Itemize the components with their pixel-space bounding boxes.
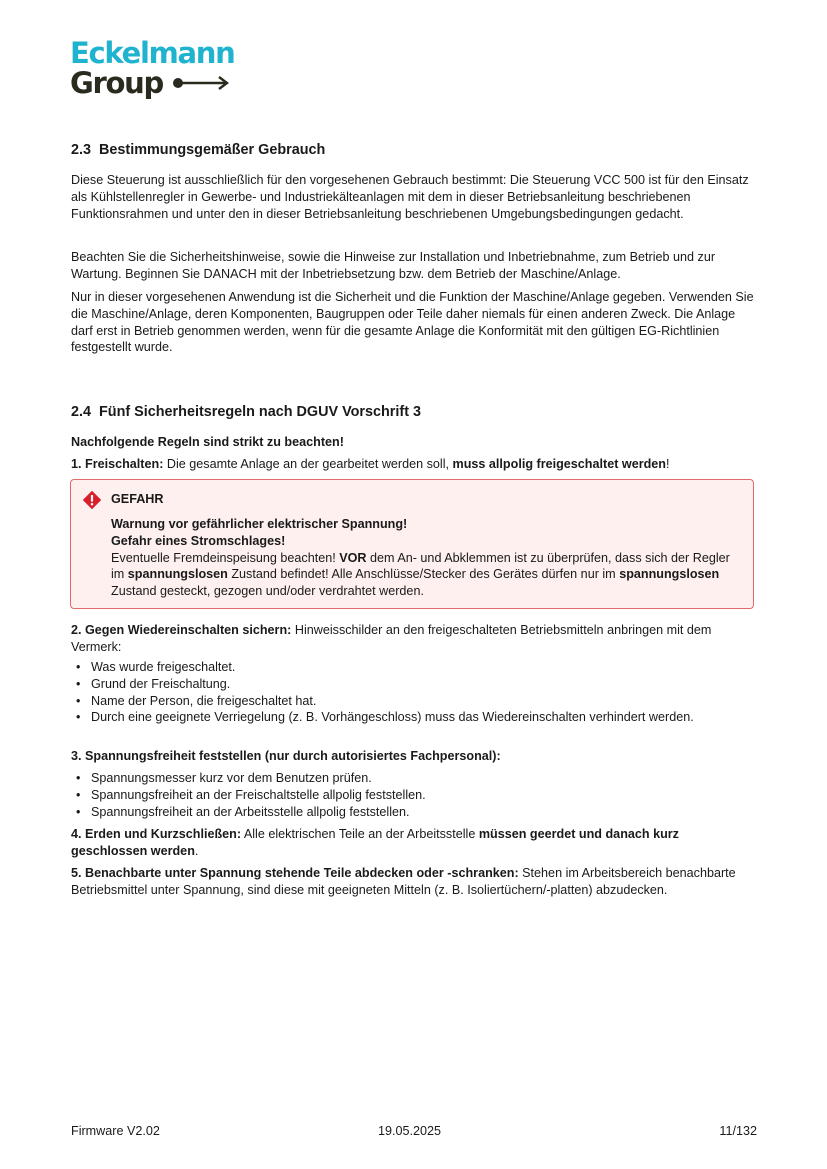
list-item: • Name der Person, die freigeschaltet hat.	[71, 693, 757, 710]
list-item: • Spannungsfreiheit an der Freischaltstelle allpolig feststellen.	[71, 787, 757, 804]
footer-page-number: 11/132	[719, 1124, 757, 1138]
rules-intro	[71, 434, 757, 451]
rule-end: .	[194, 843, 199, 858]
rule-label: 5. Benachbarte unter Spannung stehende Teile abdecken oder -schranken:	[71, 866, 519, 880]
rule-text: Alle elektrischen Teile an der Arbeitsstelle	[241, 827, 479, 841]
danger-line-2: Gefahr eines Stromschlages!	[111, 533, 286, 548]
rule-text: Stehen im Arbeitsbereich benachbarte Betriebsmittel unter Spannung, sind diese mit geeigneten Mitteln (z. B. Isoliertüchern/-platten) abzudecken.	[71, 866, 736, 897]
rule-5	[71, 865, 757, 899]
rule-emphasis: müssen geerdet und danach kurz geschlossen werden	[71, 827, 679, 858]
arrow-right-icon	[172, 76, 230, 90]
danger-body	[111, 516, 741, 600]
logo-wordmark-eckelmann: Eckelmann	[70, 36, 235, 70]
paragraph: Nur in dieser vorgesehenen Anwendung ist die Sicherheit und die Funktion der Maschine/Anlage gegeben. Verwenden Sie die Maschine/Anlage, deren Komponenten, Baugruppen oder Teile daher niemals für einen anderen Zweck. Die Anlage darf erst in Betrieb genommen werden, wenn für die gesamte Anlage die Konformität mit den gültigen EG-Richtlinien festgestellt wurde.	[71, 290, 754, 355]
section-number: 2.3	[71, 142, 92, 158]
danger-diamond-icon	[83, 491, 101, 509]
rule-end: !	[666, 457, 670, 471]
rule-label: 2. Gegen Wiedereinschalten sichern:	[71, 623, 292, 637]
footer-firmware-version: Firmware V2.02	[71, 1124, 160, 1138]
section-heading-2-4	[71, 403, 421, 421]
rule-label: 3. Spannungsfreiheit feststellen (nur durch autorisiertes Fachpersonal):	[71, 749, 501, 763]
text-run-bold: spannungslosen	[619, 567, 720, 582]
rule-2-list	[71, 659, 757, 726]
text-run: Zustand gesteckt, gezogen und/oder verdrahtet werden.	[111, 584, 424, 599]
rule-3	[71, 748, 757, 765]
rule-1	[71, 456, 757, 473]
danger-text	[111, 550, 741, 600]
page-footer	[71, 1123, 757, 1141]
logo-wordmark-group: Group	[70, 66, 163, 100]
rule-label: 1. Freischalten:	[71, 457, 164, 471]
list-item: • Durch eine geeignete Verriegelung (z. B. Vorhängeschloss) muss das Wiedereinschalten verhindert werden.	[71, 709, 757, 726]
rule-4	[71, 826, 757, 860]
list-item: • Spannungsfreiheit an der Arbeitsstelle allpolig feststellen.	[71, 804, 757, 821]
list-item: • Spannungsmesser kurz vor dem Benutzen prüfen.	[71, 770, 757, 787]
section-heading-2-3	[71, 141, 325, 159]
text-run: Eventuelle Fremdeinspeisung beachten!	[111, 550, 340, 565]
paragraph: Diese Steuerung ist ausschließlich für den vorgesehenen Gebrauch bestimmt: Die Steuerung VCC 500 ist für den Einsatz als Kühlstellenregler in Gewerbe- und Industriekälteanlagen mit dem in dieser Betriebsanleitung beschriebenen Funktionsrahmen und unter den in dieser Betriebsanleitung beschriebenen Umgebungsbedingungen gedacht.	[71, 173, 749, 221]
rule-emphasis: muss allpolig freigeschaltet werden	[452, 457, 666, 471]
rule-2	[71, 622, 757, 656]
danger-title: GEFAHR	[111, 492, 164, 506]
section-number: 2.4	[71, 404, 92, 420]
rule-label: 4. Erden und Kurzschließen:	[71, 827, 242, 841]
danger-line-1: Warnung vor gefährlicher elektrischer Spannung!	[111, 517, 408, 531]
rule-text: Hinweisschilder an den freigeschalteten Betriebsmitteln anbringen mit dem Vermerk:	[71, 623, 712, 654]
paragraph: Beachten Sie die Sicherheitshinweise, sowie die Hinweise zur Installation und Inbetriebnahme, zum Betrieb und zur Wartung. Beginnen Sie DANACH mit der Inbetriebsetzung bzw. dem Betrieb der Maschine/Anlage.	[71, 250, 716, 281]
rules-intro-text: Nachfolgende Regeln sind strikt zu beachten!	[71, 435, 344, 449]
text-run-bold: spannungslosen	[127, 567, 228, 582]
danger-callout	[70, 479, 754, 609]
section-title: Bestimmungsgemäßer Gebrauch	[99, 142, 326, 158]
section-title: Fünf Sicherheitsregeln nach DGUV Vorschrift 3	[99, 404, 421, 420]
rule-text: Die gesamte Anlage an der gearbeitet werden soll,	[163, 457, 453, 471]
list-item: • Was wurde freigeschaltet.	[71, 659, 757, 676]
text-run: dem An- und Abklemmen ist zu überprüfen, dass sich der Regler im	[111, 550, 730, 582]
rule-3-list	[71, 770, 757, 820]
footer-date: 19.05.2025	[378, 1124, 442, 1138]
text-run: Zustand befindet! Alle Anschlüsse/Stecker des Gerätes dürfen nur im	[227, 567, 620, 582]
company-logo	[70, 38, 235, 98]
list-item: • Grund der Freischaltung.	[71, 676, 757, 693]
text-run-bold: VOR	[339, 550, 367, 565]
